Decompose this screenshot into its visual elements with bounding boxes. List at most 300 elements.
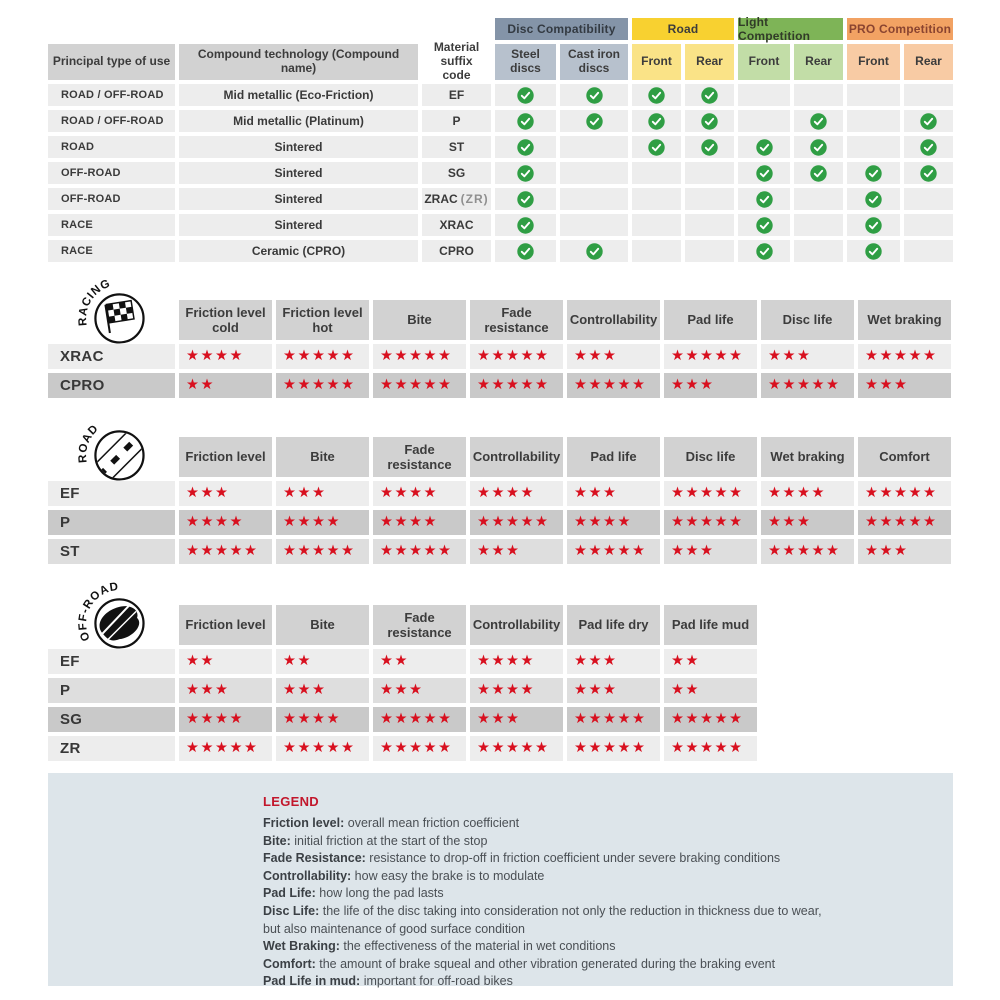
- star-rating-cell: [761, 481, 854, 506]
- compat-cell: [632, 188, 681, 210]
- compat-cell: [847, 240, 900, 262]
- rating-column-header: Pad life dry: [567, 605, 660, 645]
- compat-cell: [794, 84, 843, 106]
- star-rating-cell: [276, 649, 369, 674]
- compatibility-table: [48, 15, 953, 262]
- section-racing: [48, 277, 953, 398]
- compat-cell: [560, 162, 628, 184]
- star-rating-cell: [470, 707, 563, 732]
- star-rating-cell: [276, 736, 369, 761]
- star-rating: ★★★★: [186, 348, 244, 365]
- check-icon: [920, 165, 937, 182]
- legend-item: Disc Life: the life of the disc taking into consideration not only the reduction in thickness due to wear,: [263, 903, 822, 918]
- use-cell: ROAD: [48, 136, 175, 158]
- use-cell: ROAD / OFF-ROAD: [48, 84, 175, 106]
- compat-cell: [738, 162, 790, 184]
- star-rating: ★★★★★: [380, 348, 453, 365]
- compat-cell: [495, 136, 556, 158]
- compat-cell: [738, 214, 790, 236]
- compound-cell: Sintered: [179, 188, 418, 210]
- rating-column-header: Fade resistance: [373, 437, 466, 477]
- star-rating-cell: [373, 678, 466, 703]
- star-rating: ★★★: [671, 543, 715, 560]
- check-icon: [517, 165, 534, 182]
- star-rating-cell: [179, 344, 272, 369]
- check-icon: [701, 139, 718, 156]
- star-rating: ★★★★: [477, 682, 535, 699]
- check-icon: [648, 113, 665, 130]
- star-rating-cell: [664, 539, 757, 564]
- subcolumn-header: Rear: [794, 44, 843, 80]
- legend-item: but also maintenance of good surface condition: [263, 921, 525, 936]
- subcolumn-header: Steel discs: [495, 44, 556, 80]
- compat-cell: [904, 162, 953, 184]
- check-icon: [517, 191, 534, 208]
- legend-term: Controllability:: [263, 868, 352, 883]
- star-rating-cell: [373, 539, 466, 564]
- star-rating: ★★★★★: [283, 348, 356, 365]
- compat-cell: [794, 162, 843, 184]
- use-cell: RACE: [48, 214, 175, 236]
- star-rating: ★★★★★: [477, 377, 550, 394]
- star-rating-cell: [470, 373, 563, 398]
- star-rating-cell: [179, 707, 272, 732]
- offroad-splash-icon: [76, 579, 150, 653]
- column-header: Material suffix code: [433, 40, 480, 82]
- star-rating-cell: [276, 344, 369, 369]
- compat-cell: [847, 214, 900, 236]
- column-header: Compound technology (Compound name): [179, 44, 418, 80]
- check-icon: [517, 217, 534, 234]
- rating-column-header: Controllability: [470, 437, 563, 477]
- star-rating: ★★★★★: [380, 377, 453, 394]
- check-icon: [865, 191, 882, 208]
- compat-cell: [560, 136, 628, 158]
- compound-row-label: SG: [48, 707, 175, 732]
- star-rating: ★★★: [865, 543, 909, 560]
- star-rating: ★★★★: [477, 485, 535, 502]
- star-rating: ★★★★: [574, 514, 632, 531]
- check-icon: [586, 243, 603, 260]
- star-rating-cell: [567, 344, 660, 369]
- rating-column-header: Pad life: [567, 437, 660, 477]
- star-rating-cell: [567, 481, 660, 506]
- star-rating-cell: [470, 649, 563, 674]
- star-rating-cell: [373, 707, 466, 732]
- star-rating-cell: [276, 707, 369, 732]
- star-rating-cell: [179, 539, 272, 564]
- compat-cell: [794, 240, 843, 262]
- star-rating: ★★★: [477, 711, 521, 728]
- star-rating: ★★★★★: [283, 377, 356, 394]
- compound-row-label: CPRO: [48, 373, 175, 398]
- star-rating: ★★★★★: [671, 514, 744, 531]
- compat-cell: [632, 240, 681, 262]
- star-rating: ★★★★: [186, 514, 244, 531]
- rating-column-header: Disc life: [761, 300, 854, 340]
- svg-text:OFF-ROAD: OFF-ROAD: [77, 580, 120, 643]
- group-header: PRO Competition: [847, 18, 953, 40]
- star-rating: ★★★★★: [865, 485, 938, 502]
- compound-cell: Ceramic (CPRO): [179, 240, 418, 262]
- star-rating-cell: [373, 373, 466, 398]
- legend-term: Disc Life:: [263, 903, 320, 918]
- compound-cell: Mid metallic (Eco-Friction): [179, 84, 418, 106]
- star-rating: ★★★★★: [671, 740, 744, 757]
- suffix-cell: XRAC: [422, 214, 491, 236]
- star-rating-cell: [470, 481, 563, 506]
- check-icon: [810, 113, 827, 130]
- check-icon: [517, 243, 534, 260]
- group-header: Disc Compatibility: [495, 18, 628, 40]
- star-rating-cell: [179, 481, 272, 506]
- group-header: Light Competition: [738, 18, 843, 40]
- rating-column-header: Controllability: [470, 605, 563, 645]
- check-icon: [586, 87, 603, 104]
- legend-title: LEGEND: [263, 794, 319, 809]
- compat-cell: [904, 188, 953, 210]
- star-rating: ★★★: [574, 682, 618, 699]
- check-icon: [865, 217, 882, 234]
- check-icon: [920, 113, 937, 130]
- star-rating-cell: [373, 736, 466, 761]
- star-rating: ★★★: [574, 653, 618, 670]
- star-rating: ★★★★: [283, 711, 341, 728]
- compound-row-label: ZR: [48, 736, 175, 761]
- star-rating-cell: [373, 481, 466, 506]
- rating-column-header: Wet braking: [858, 300, 951, 340]
- compat-cell: [495, 188, 556, 210]
- legend-term: Pad Life:: [263, 886, 316, 901]
- compat-cell: [904, 214, 953, 236]
- star-rating-cell: [858, 344, 951, 369]
- compat-cell: [632, 136, 681, 158]
- star-rating: ★★★★★: [574, 740, 647, 757]
- legend-item: Pad Life: how long the pad lasts: [263, 886, 444, 901]
- star-rating: ★★★: [186, 682, 230, 699]
- star-rating: ★★★★★: [380, 740, 453, 757]
- rating-column-header: Bite: [276, 605, 369, 645]
- racing-flag-icon: [76, 274, 150, 348]
- compat-cell: [904, 84, 953, 106]
- compat-cell: [685, 84, 734, 106]
- compat-cell: [685, 188, 734, 210]
- check-icon: [701, 113, 718, 130]
- star-rating: ★★: [671, 653, 700, 670]
- subcolumn-header: Rear: [904, 44, 953, 80]
- rating-grid-offroad: [48, 605, 953, 761]
- rating-column-header: Comfort: [858, 437, 951, 477]
- star-rating-cell: [179, 678, 272, 703]
- suffix-cell: CPRO: [422, 240, 491, 262]
- legend-item: Wet Braking: the effectiveness of the material in wet conditions: [263, 939, 616, 954]
- check-icon: [756, 139, 773, 156]
- rating-grid-racing: [48, 300, 953, 398]
- legend-items: [263, 815, 923, 991]
- road-icon: [76, 411, 150, 485]
- star-rating-cell: [276, 481, 369, 506]
- compat-cell: [495, 84, 556, 106]
- compat-cell: [847, 162, 900, 184]
- star-rating-cell: [858, 510, 951, 535]
- rating-column-header: Controllability: [567, 300, 660, 340]
- star-rating-cell: [664, 707, 757, 732]
- legend-term: Wet Braking:: [263, 939, 340, 954]
- star-rating: ★★★★★: [380, 543, 453, 560]
- star-rating-cell: [664, 678, 757, 703]
- star-rating-cell: [567, 373, 660, 398]
- legend-term: Comfort:: [263, 956, 316, 971]
- compatibility-grid: [48, 15, 953, 262]
- star-rating: ★★★★★: [671, 711, 744, 728]
- rating-column-header: Fade resistance: [373, 605, 466, 645]
- column-header: Principal type of use: [48, 44, 175, 80]
- star-rating: ★★: [186, 377, 215, 394]
- check-icon: [865, 165, 882, 182]
- subcolumn-header: Front: [632, 44, 681, 80]
- star-rating: ★★★★★: [865, 514, 938, 531]
- subcolumn-header: Front: [738, 44, 790, 80]
- legend-item: Friction level: overall mean friction coefficient: [263, 816, 520, 830]
- suffix-cell: EF: [422, 84, 491, 106]
- suffix-cell: P: [422, 110, 491, 132]
- check-icon: [648, 139, 665, 156]
- compat-cell: [560, 240, 628, 262]
- subcolumn-header: Cast iron discs: [560, 44, 628, 80]
- compat-cell: [794, 110, 843, 132]
- star-rating-cell: [179, 510, 272, 535]
- star-rating-cell: [858, 373, 951, 398]
- check-icon: [810, 165, 827, 182]
- star-rating: ★★★★: [186, 711, 244, 728]
- star-rating-cell: [276, 373, 369, 398]
- compat-cell: [847, 136, 900, 158]
- star-rating-cell: [761, 510, 854, 535]
- compat-cell: [685, 110, 734, 132]
- suffix-note: (ZR): [460, 192, 489, 206]
- star-rating-cell: [761, 344, 854, 369]
- star-rating: ★★★★★: [574, 377, 647, 394]
- compat-cell: [847, 188, 900, 210]
- star-rating: ★★★: [283, 682, 327, 699]
- star-rating: ★★★: [477, 543, 521, 560]
- star-rating-cell: [664, 649, 757, 674]
- compat-cell: [685, 136, 734, 158]
- star-rating: ★★: [283, 653, 312, 670]
- legend-item: Controllability: how easy the brake is to modulate: [263, 868, 545, 883]
- star-rating: ★★: [671, 682, 700, 699]
- section-road: [48, 422, 953, 564]
- compound-cell: Sintered: [179, 214, 418, 236]
- compat-cell: [560, 188, 628, 210]
- star-rating: ★★★★★: [477, 514, 550, 531]
- compat-cell: [904, 110, 953, 132]
- star-rating: ★★★★★: [477, 348, 550, 365]
- compat-cell: [495, 240, 556, 262]
- svg-text:ROAD: ROAD: [77, 422, 102, 464]
- compat-cell: [632, 214, 681, 236]
- check-icon: [756, 191, 773, 208]
- star-rating: ★★★: [768, 514, 812, 531]
- star-rating-cell: [858, 481, 951, 506]
- star-rating-cell: [470, 539, 563, 564]
- compat-cell: [632, 162, 681, 184]
- star-rating: ★★★: [186, 485, 230, 502]
- star-rating-cell: [470, 510, 563, 535]
- star-rating: ★★★★★: [283, 543, 356, 560]
- star-rating: ★★★★★: [671, 348, 744, 365]
- star-rating: ★★★★★: [574, 711, 647, 728]
- star-rating: ★★★★: [380, 514, 438, 531]
- compat-cell: [904, 136, 953, 158]
- star-rating-cell: [567, 707, 660, 732]
- star-rating-cell: [373, 649, 466, 674]
- star-rating: ★★★★★: [865, 348, 938, 365]
- rating-column-header: Friction level: [179, 437, 272, 477]
- compat-cell: [560, 84, 628, 106]
- star-rating-cell: [664, 736, 757, 761]
- star-rating: ★★★: [380, 682, 424, 699]
- rating-column-header: Wet braking: [761, 437, 854, 477]
- rating-column-header: Friction level cold: [179, 300, 272, 340]
- star-rating: ★★★★★: [186, 740, 259, 757]
- star-rating: ★★★: [671, 377, 715, 394]
- suffix-cell: ST: [422, 136, 491, 158]
- star-rating-cell: [276, 539, 369, 564]
- check-icon: [810, 139, 827, 156]
- star-rating-cell: [567, 539, 660, 564]
- star-rating: ★★★: [865, 377, 909, 394]
- compat-cell: [847, 110, 900, 132]
- check-icon: [920, 139, 937, 156]
- star-rating: ★★★★: [768, 485, 826, 502]
- star-rating-cell: [664, 481, 757, 506]
- check-icon: [756, 243, 773, 260]
- rating-sections: [48, 277, 953, 761]
- compat-cell: [794, 188, 843, 210]
- check-icon: [517, 139, 534, 156]
- compound-cell: Sintered: [179, 162, 418, 184]
- compat-cell: [794, 214, 843, 236]
- compound-cell: Sintered: [179, 136, 418, 158]
- check-icon: [586, 113, 603, 130]
- star-rating-cell: [567, 678, 660, 703]
- star-rating: ★★★: [574, 348, 618, 365]
- star-rating: ★★★: [574, 485, 618, 502]
- legend-item: Bite: initial friction at the start of the stop: [263, 833, 488, 848]
- compound-row-label: P: [48, 510, 175, 535]
- rating-column-header: Disc life: [664, 437, 757, 477]
- star-rating-cell: [664, 344, 757, 369]
- star-rating-cell: [858, 539, 951, 564]
- star-rating: ★★★: [768, 348, 812, 365]
- star-rating: ★★★★★: [186, 543, 259, 560]
- compound-row-label: ST: [48, 539, 175, 564]
- star-rating: ★★★: [283, 485, 327, 502]
- legend-panel: [48, 773, 953, 989]
- compound-row-label: EF: [48, 481, 175, 506]
- legend-item: Pad Life in mud: important for off-road bikes: [263, 974, 513, 989]
- compat-cell: [685, 214, 734, 236]
- rating-column-header: Bite: [373, 300, 466, 340]
- check-icon: [517, 113, 534, 130]
- star-rating-cell: [179, 736, 272, 761]
- svg-text:RACING: RACING: [77, 277, 113, 327]
- legend-term: Fade Resistance:: [263, 851, 366, 866]
- legend-term: Bite:: [263, 833, 291, 848]
- star-rating-cell: [373, 344, 466, 369]
- legend-term: Pad Life in mud:: [263, 974, 361, 989]
- legend-item: Comfort: the amount of brake squeal and other vibration generated during the braking event: [263, 956, 776, 971]
- use-cell: RACE: [48, 240, 175, 262]
- star-rating-cell: [470, 344, 563, 369]
- star-rating-cell: [470, 678, 563, 703]
- star-rating: ★★★★★: [671, 485, 744, 502]
- compound-row-label: EF: [48, 649, 175, 674]
- star-rating: ★★★★★: [380, 711, 453, 728]
- compat-cell: [560, 110, 628, 132]
- star-rating: ★★★★★: [574, 543, 647, 560]
- compat-cell: [847, 84, 900, 106]
- compat-cell: [685, 240, 734, 262]
- check-icon: [756, 217, 773, 234]
- star-rating: ★★★★: [477, 653, 535, 670]
- star-rating-cell: [179, 373, 272, 398]
- legend-item: Fade Resistance: resistance to drop-off in friction coefficient under severe braking conditions: [263, 851, 781, 866]
- star-rating-cell: [567, 510, 660, 535]
- star-rating: ★★★★★: [768, 377, 841, 394]
- compat-cell: [738, 84, 790, 106]
- compound-cell: Mid metallic (Platinum): [179, 110, 418, 132]
- compat-cell: [632, 84, 681, 106]
- subcolumn-header: Front: [847, 44, 900, 80]
- compat-cell: [495, 110, 556, 132]
- star-rating-cell: [179, 649, 272, 674]
- star-rating: ★★★★★: [477, 740, 550, 757]
- compat-cell: [495, 162, 556, 184]
- star-rating: ★★: [380, 653, 409, 670]
- compound-row-label: XRAC: [48, 344, 175, 369]
- rating-column-header: Friction level: [179, 605, 272, 645]
- compound-row-label: P: [48, 678, 175, 703]
- star-rating-cell: [276, 678, 369, 703]
- check-icon: [701, 87, 718, 104]
- rating-column-header: Pad life: [664, 300, 757, 340]
- star-rating: ★★★★★: [768, 543, 841, 560]
- star-rating-cell: [567, 736, 660, 761]
- star-rating: ★★★★: [283, 514, 341, 531]
- star-rating-cell: [373, 510, 466, 535]
- compat-cell: [738, 188, 790, 210]
- compat-cell: [904, 240, 953, 262]
- star-rating-cell: [664, 510, 757, 535]
- compat-cell: [495, 214, 556, 236]
- check-icon: [865, 243, 882, 260]
- star-rating: ★★★★★: [283, 740, 356, 757]
- check-icon: [648, 87, 665, 104]
- compat-cell: [794, 136, 843, 158]
- star-rating-cell: [470, 736, 563, 761]
- compat-cell: [632, 110, 681, 132]
- star-rating-cell: [664, 373, 757, 398]
- rating-column-header: Friction level hot: [276, 300, 369, 340]
- rating-column-header: Pad life mud: [664, 605, 757, 645]
- star-rating: ★★★★: [380, 485, 438, 502]
- compat-cell: [560, 214, 628, 236]
- star-rating-cell: [567, 649, 660, 674]
- check-icon: [756, 165, 773, 182]
- rating-column-header: Bite: [276, 437, 369, 477]
